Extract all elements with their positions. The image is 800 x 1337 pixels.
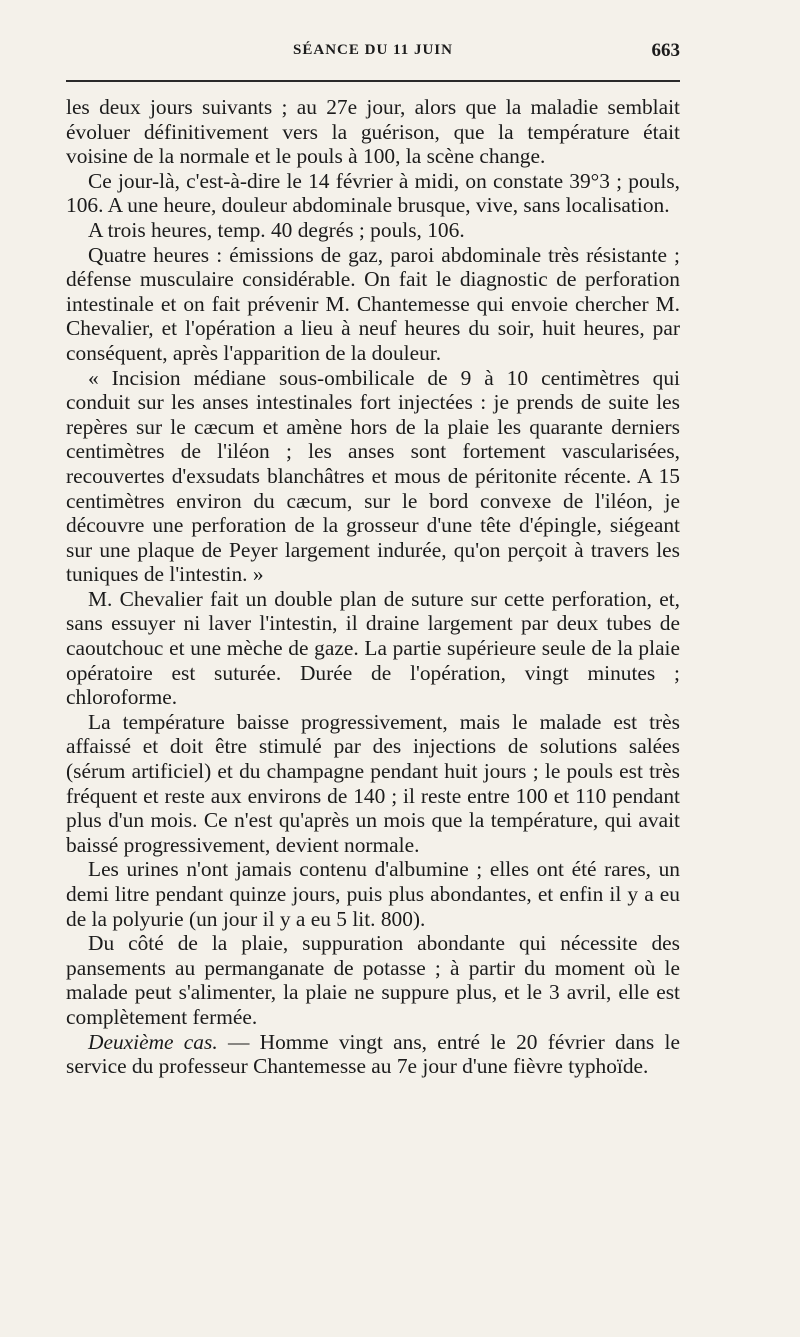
paragraph: Quatre heures : émissions de gaz, paroi abdominale très résistante ; défense musculaire considérable. On fait le diagnostic de perforation intestinale et on fait prévenir M. Chantemesse qui envoie chercher M. Chevalier, et l'opération a lieu à neuf heures du soir, huit heures, par conséquent, après l'apparition de la douleur. <box>66 242 680 365</box>
paragraph: les deux jours suivants ; au 27e jour, alors que la maladie semblait évoluer définitivement vers la guérison, que la température était voisine de la normale et le pouls à 100, la scène change. <box>66 95 680 169</box>
running-title: SÉANCE DU 11 JUIN <box>293 42 453 58</box>
page-number: 663 <box>651 40 680 61</box>
header-rule <box>66 80 680 82</box>
case-paragraph <box>66 1030 680 1079</box>
paragraph: M. Chevalier fait un double plan de suture sur cette perforation, et, sans essuyer ni laver l'intestin, il draine largement par deux tubes de caoutchouc et une mèche de gaze. La partie supérieure seule de la plaie opératoire est suturée. Durée de l'opération, vingt minutes ; chloroforme. <box>66 586 680 710</box>
paragraph: La température baisse progressivement, mais le malade est très affaissé et doit être stimulé par des injections de solutions salées (sérum artificiel) et du champagne pendant huit jours ; le pouls est très fréquent et reste aux environs de 140 ; il reste entre 100 et 110 pendant plus d'un mois. Ce n'est qu'après un mois que la température, qui avait baissé progressivement, devient normale. <box>66 709 680 857</box>
case-text: — Homme vingt ans, entré le 20 février dans le service du professeur Chantemesse au 7e jour d'une fièvre typhoïde. <box>66 1029 680 1079</box>
body-text <box>66 95 680 1079</box>
paragraph: A trois heures, temp. 40 degrés ; pouls, 106. <box>88 217 465 242</box>
paragraph: Ce jour-là, c'est-à-dire le 14 février à midi, on constate 39°3 ; pouls, 106. A une heure, douleur abdominale brusque, vive, sans localisation. <box>66 168 680 218</box>
case-title: Deuxième cas. <box>88 1029 218 1054</box>
paragraph: Les urines n'ont jamais contenu d'albumine ; elles ont été rares, un demi litre pendant quinze jours, puis plus abondantes, et enfin il y a eu de la polyurie (un jour il y a eu 5 lit. 800). <box>66 857 680 931</box>
paragraph: « Incision médiane sous-ombilicale de 9 à 10 centimètres qui conduit sur les anses intestinales fort injectées : je prends de suite les repères sur le cæcum et amène hors de la plaie les quarante derniers centimètres de l'iléon ; les anses sont fortement vascularisées, recouvertes d'exsudats blanchâtres et mous de péritonite récente. A 15 centimètres environ du cæcum, sur le bord convexe de l'iléon, je découvre une perforation de la grosseur d'une tête d'épingle, siégeant sur une plaque de Peyer largement indurée, qu'on perçoit à travers les tuniques de l'intestin. » <box>66 365 680 587</box>
page-header <box>66 42 680 72</box>
paragraph: Du côté de la plaie, suppuration abondante qui nécessite des pansements au permanganate de potasse ; à partir du moment où le malade peut s'alimenter, la plaie ne suppure plus, et le 3 avril, elle est complètement fermée. <box>66 931 680 1029</box>
